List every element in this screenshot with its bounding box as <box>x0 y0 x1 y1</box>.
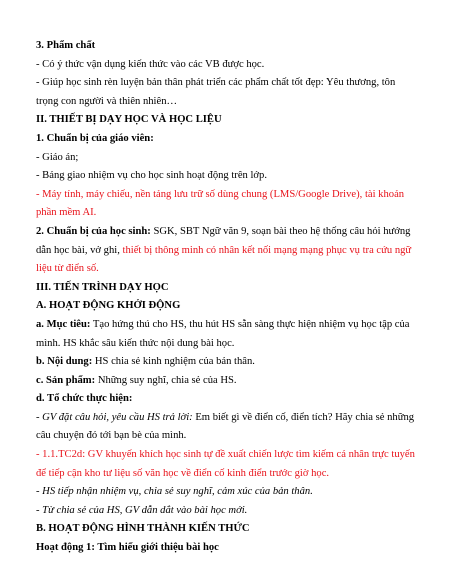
paragraph-ren-luyen: - Giúp học sinh rèn luyện bản thân phát triển các phẩm chất tốt đẹp: Yêu thương, tôn trọng con người và thiên nhiên… <box>36 77 396 107</box>
paragraph-gv-dan-dat: - Từ chia sẻ của HS, GV dẫn dắt vào bài học mới. <box>36 504 248 516</box>
paragraph-hs-tiep-nhan: - HS tiếp nhận nhiệm vụ, chia sẻ suy nghĩ, cảm xúc của bản thân. <box>36 486 313 498</box>
text-cau-hoi: Em biết gì về điển cố, điển tích? Hãy chia sẻ những câu chuyện đó tới bạn bè của mình. <box>36 411 415 442</box>
paragraph-gv-dat-cau-hoi <box>36 409 418 446</box>
label-san-pham: c. Sản phẩm: <box>36 374 96 386</box>
paragraph-van-dung: - Có ý thức vận dụng kiến thức vào các VB được học. <box>36 58 265 70</box>
heading-hoat-dong-1: Hoạt động 1: Tìm hiểu giới thiệu bài học <box>36 542 219 554</box>
text-gv-dat-cau-hoi: - GV đặt câu hỏi, yêu cầu HS trả lời: <box>36 411 193 423</box>
paragraph-tc2d: - 1.1.TC2d: GV khuyến khích học sinh tự đề xuất chiến lược tìm kiếm cá nhân trực tuyến để tiếp cận kho tư liệu số văn học về điển cố kinh điển trước giờ học. <box>36 449 415 479</box>
paragraph-muc-tieu <box>36 316 418 353</box>
paragraph-may-tinh: - Máy tính, máy chiếu, nền tảng lưu trữ số dùng chung (LMS/Google Drive), tài khoản phần mềm AI. <box>36 188 405 219</box>
label-chuan-bi-hs: 2. Chuẩn bị của học sinh: <box>36 225 151 237</box>
heading-khoi-dong: A. HOẠT ĐỘNG KHỞI ĐỘNG <box>36 300 181 312</box>
text-chuan-bi-hs: SGK, SBT Ngữ văn 9, soạn bài theo hệ thống câu hỏi hướng dẫn học bài, vở ghi, <box>36 225 411 256</box>
heading-thiet-bi: II. THIẾT BỊ DẠY HỌC VÀ HỌC LIỆU <box>36 114 222 126</box>
paragraph-san-pham <box>36 372 418 391</box>
text-muc-tieu: Tạo hứng thú cho HS, thu hút HS sẵn sàng thực hiện nhiệm vụ học tập của mình. HS khắc sâu kiến thức nội dung bài học. <box>36 318 410 349</box>
document-page <box>36 37 418 558</box>
text-thiet-bi-thong-minh: thiết bị thông minh có nhân kết nối mạng mạng phục vụ tra cứu ngữ liệu từ điển số. <box>36 244 412 275</box>
heading-chuan-bi-gv: 1. Chuẩn bị của giáo viên: <box>36 132 154 144</box>
heading-hinh-thanh-kien-thuc: B. HOẠT ĐỘNG HÌNH THÀNH KIẾN THỨC <box>36 523 250 535</box>
text-noi-dung: HS chia sẻ kinh nghiệm của bản thân. <box>92 356 255 368</box>
text-san-pham: Những suy nghĩ, chia sẻ của HS. <box>95 374 237 386</box>
paragraph-bang-giao: - Bảng giao nhiệm vụ cho học sinh hoạt động trên lớp. <box>36 170 267 182</box>
paragraph-giao-an: - Giáo án; <box>36 151 79 163</box>
label-noi-dung: b. Nội dung: <box>36 356 93 368</box>
label-muc-tieu: a. Mục tiêu: <box>36 318 91 330</box>
paragraph-chuan-bi-hs <box>36 223 418 279</box>
heading-tien-trinh: III. TIẾN TRÌNH DẠY HỌC <box>36 281 169 293</box>
heading-to-chuc: d. Tổ chức thực hiện: <box>36 393 133 405</box>
paragraph-noi-dung <box>36 353 418 372</box>
heading-pham-chat: 3. Phẩm chất <box>36 40 96 51</box>
